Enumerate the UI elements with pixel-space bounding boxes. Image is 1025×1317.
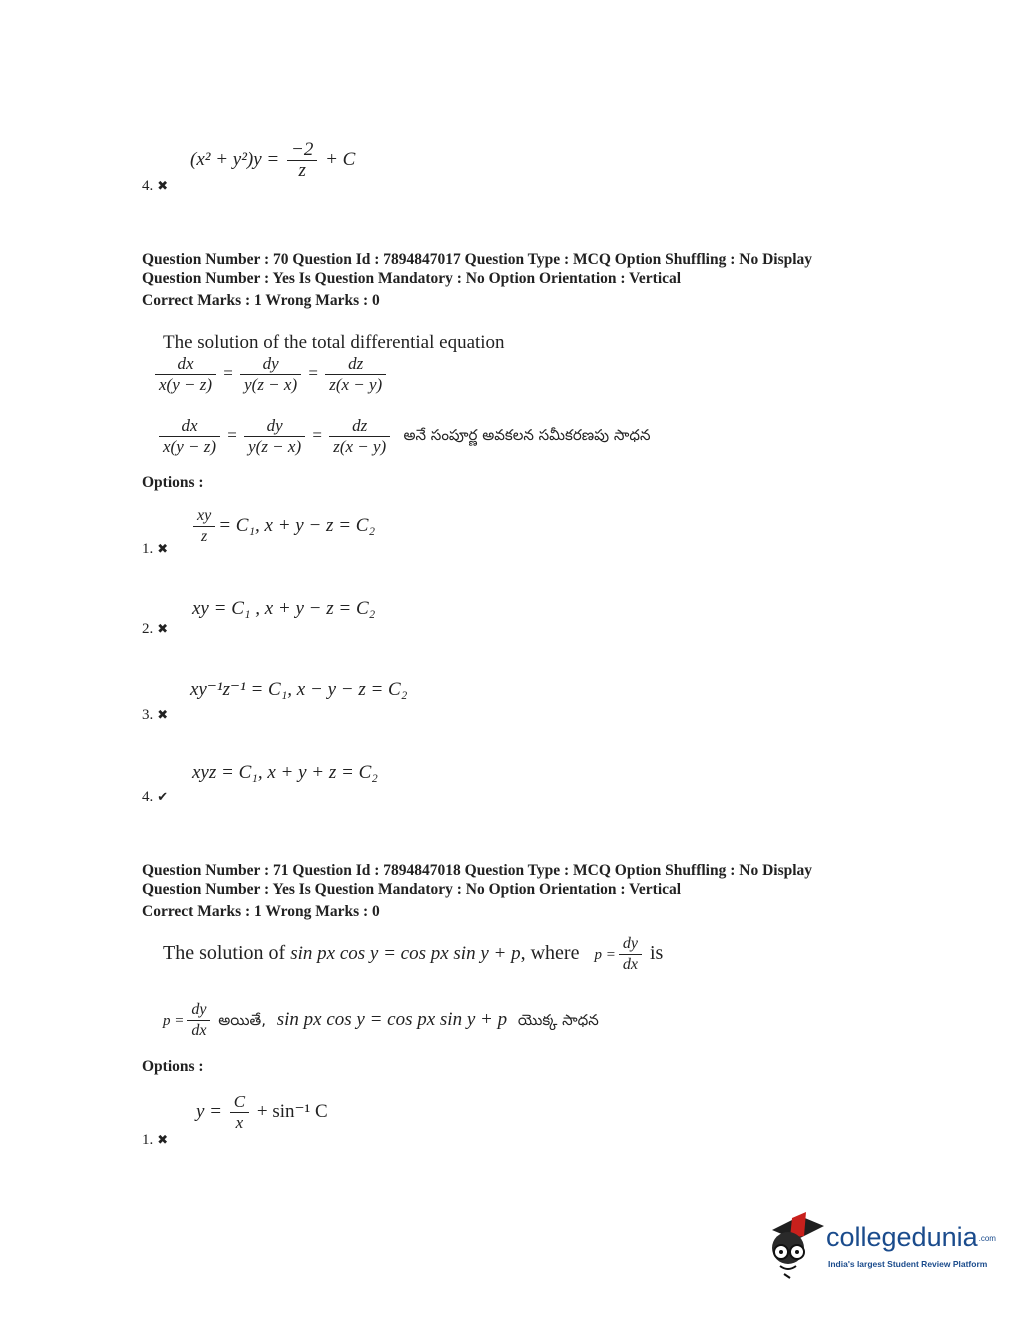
- q71-meta-line3: Correct Marks : 1 Wrong Marks : 0: [142, 903, 380, 920]
- equals-sign: =: [227, 425, 237, 445]
- numerator: dy: [240, 354, 301, 375]
- denominator: z: [200, 528, 208, 545]
- q69-option4-formula: [190, 140, 355, 181]
- cross-icon: ✖: [157, 541, 169, 556]
- formula-lhs: y =: [196, 1100, 223, 1122]
- denominator: x(y − z): [159, 375, 213, 394]
- logo-suffix: .com: [978, 1234, 996, 1244]
- q71-stem-english: [163, 934, 663, 975]
- numerator: xy: [193, 506, 215, 527]
- fraction-dx: [159, 416, 220, 457]
- fraction-dz: [325, 354, 386, 395]
- numerator: dx: [159, 416, 220, 437]
- fraction-denominator: z: [298, 160, 306, 181]
- numerator: dy: [244, 416, 305, 437]
- collegedunia-logo: [766, 1208, 996, 1284]
- q71-stem-telugu: [163, 1000, 599, 1041]
- q70-meta: [142, 250, 812, 310]
- mascot-icon: [766, 1208, 826, 1280]
- cross-icon: ✖: [157, 178, 169, 193]
- check-icon: ✔: [157, 789, 169, 804]
- q71-meta-line2: Question Number : Yes Is Question Mandatory : No Option Orientation : Vertical: [142, 881, 682, 898]
- fraction-dz: [329, 416, 390, 457]
- logo-tagline: India's largest Student Review Platform: [828, 1259, 988, 1269]
- p-equals: p =: [163, 1012, 185, 1029]
- stem-text: The solution of: [163, 942, 286, 965]
- option-number: 1.: [142, 1132, 154, 1148]
- cross-icon: ✖: [157, 1132, 169, 1147]
- numerator: dy: [619, 934, 642, 955]
- numerator: dx: [155, 354, 216, 375]
- denominator: y(z − x): [248, 437, 302, 456]
- q70-stem-english: The solution of the total differential equation: [163, 332, 505, 353]
- equals-sign: =: [312, 425, 322, 445]
- numerator: dy: [187, 1000, 210, 1021]
- formula-rhs: + sin⁻¹ C: [256, 1100, 328, 1122]
- stem-equation: sin px cos y = cos px sin y + p: [290, 943, 521, 965]
- stem-equation: sin px cos y = cos px sin y + p: [276, 1008, 508, 1030]
- fraction-dy: [240, 354, 301, 395]
- telugu-text: యొక్క సాధన: [517, 1010, 599, 1029]
- option-number: 4.: [142, 789, 154, 805]
- q70-option3-label: [142, 707, 168, 724]
- q70-option2-label: [142, 621, 168, 638]
- denominator: z(x − y): [333, 437, 387, 456]
- option-number: 1.: [142, 541, 154, 557]
- logo-name: collegedunia: [826, 1222, 978, 1252]
- q70-meta-line1: Question Number : 70 Question Id : 7894847017 Question Type : MCQ Option Shuffling : No Display: [142, 251, 813, 268]
- denominator: dx: [622, 956, 638, 973]
- fraction-dy: [244, 416, 305, 457]
- numerator: C: [230, 1092, 249, 1113]
- fraction-numerator: −2: [287, 140, 317, 161]
- cross-icon: ✖: [157, 707, 169, 722]
- stem-text: , where: [520, 942, 580, 965]
- option-number: 2.: [142, 621, 154, 637]
- numerator: dz: [325, 354, 386, 375]
- p-equals: p =: [594, 947, 616, 964]
- formula-rhs: + C: [325, 148, 356, 170]
- option-number: 3.: [142, 707, 154, 723]
- denominator: dx: [191, 1022, 207, 1039]
- numerator: dz: [329, 416, 390, 437]
- q70-option1-formula: [190, 506, 375, 547]
- fraction: [230, 1092, 249, 1133]
- denominator: x(y − z): [163, 437, 217, 456]
- formula-lhs: (x² + y²)y =: [190, 148, 280, 170]
- q71-option1-label: [142, 1132, 168, 1149]
- q70-stem-telugu: అనే సంపూర్ణ అవకలన సమీకరణపు సాధన: [403, 426, 651, 445]
- dy-dx-fraction: [187, 1000, 210, 1041]
- dy-dx-fraction: [619, 934, 642, 975]
- telugu-text: అయితే,: [218, 1010, 266, 1029]
- option-number: 4.: [142, 178, 154, 194]
- q71-options-label: Options :: [142, 1058, 204, 1075]
- q70-options-label: Options :: [142, 474, 204, 491]
- logo-wordmark: [826, 1222, 996, 1253]
- q70-option2-formula: xy = C₁ , x + y − z = C₂: [192, 598, 376, 619]
- q71-meta: [142, 861, 812, 921]
- q70-meta-line2: Question Number : Yes Is Question Mandatory : No Option Orientation : Vertical: [142, 270, 682, 287]
- q70-meta-line3: Correct Marks : 1 Wrong Marks : 0: [142, 292, 380, 309]
- q70-equation-english: [152, 354, 389, 395]
- denominator: y(z − x): [244, 375, 298, 394]
- q70-option4-label: [142, 789, 168, 806]
- denominator: z(x − y): [329, 375, 383, 394]
- q70-equation-telugu: [156, 416, 650, 457]
- formula-text: = C₁, x + y − z = C₂: [218, 514, 376, 536]
- q70-option4-formula: xyz = C₁, x + y + z = C₂: [192, 762, 378, 783]
- cross-icon: ✖: [157, 621, 169, 636]
- q71-meta-line1: Question Number : 71 Question Id : 7894847018 Question Type : MCQ Option Shuffling : No Display: [142, 862, 813, 879]
- denominator: x: [235, 1113, 244, 1132]
- equals-sign: =: [223, 363, 233, 383]
- q70-option3-formula: xy⁻¹z⁻¹ = C₁, x − y − z = C₂: [190, 679, 408, 700]
- q71-option1-formula: [196, 1092, 328, 1133]
- fraction: [193, 506, 215, 547]
- fraction: [287, 140, 317, 181]
- stem-text: is: [649, 942, 664, 965]
- q70-option1-label: [142, 541, 168, 558]
- q69-option4-label: [142, 178, 168, 195]
- equals-sign: =: [308, 363, 318, 383]
- fraction-dx: [155, 354, 216, 395]
